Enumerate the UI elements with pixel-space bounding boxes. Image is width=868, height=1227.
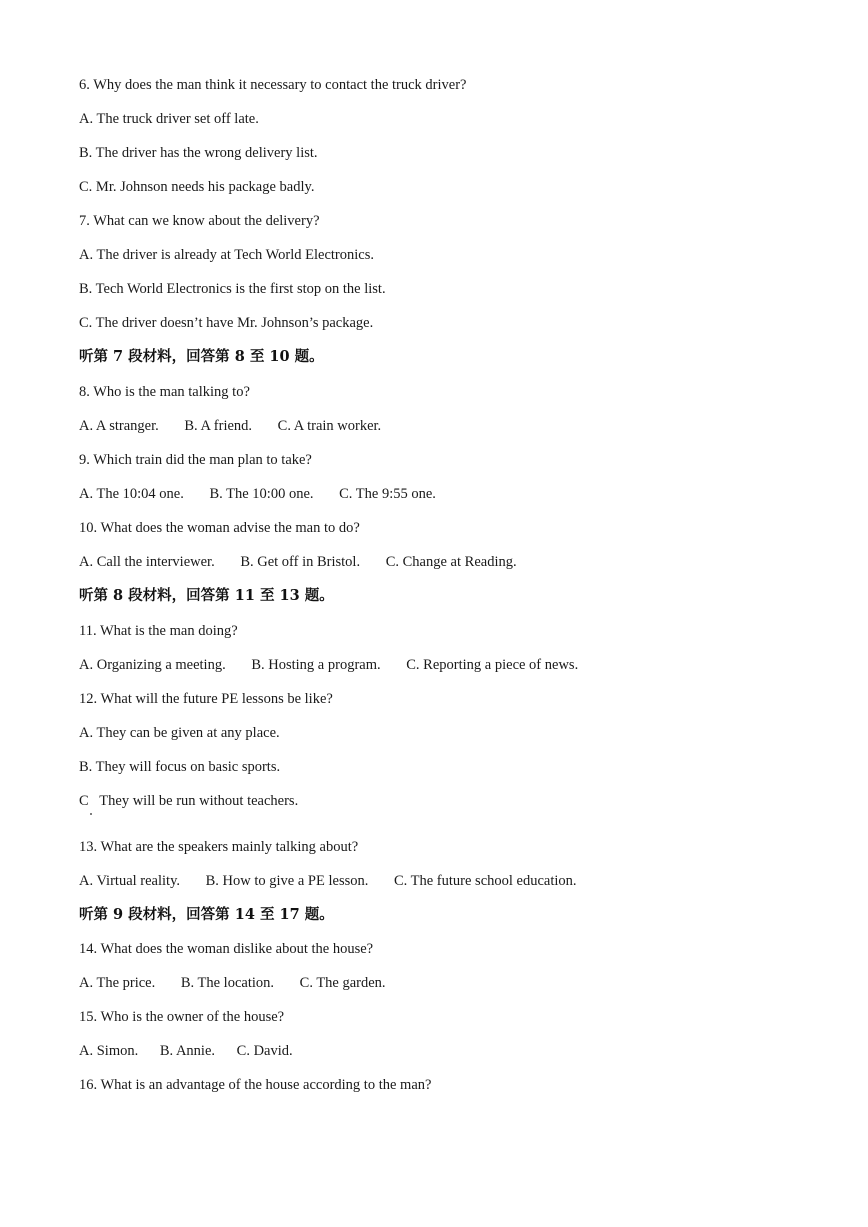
option-12b: B. They will focus on basic sports. — [79, 759, 281, 775]
question-7: 7. What can we know about the delivery? — [79, 213, 320, 229]
option-13c: C. The future school education. — [393, 873, 577, 889]
question-16: 16. What is an advantage of the house according to the man? — [79, 1077, 432, 1093]
option-11b: B. Hosting a program. — [251, 657, 381, 673]
option-13b: B. How to give a PE lesson. — [205, 873, 369, 889]
options-10 — [79, 553, 517, 571]
options-11 — [79, 656, 578, 674]
option-15c: C. David. — [236, 1043, 293, 1059]
option-11a: A. Organizing a meeting. — [79, 657, 226, 673]
question-13: 13. What are the speakers mainly talking about? — [79, 839, 359, 855]
question-15: 15. Who is the owner of the house? — [79, 1009, 285, 1025]
question-8: 8. Who is the man talking to? — [79, 384, 250, 400]
option-12c: C They will be run without teachers. — [79, 793, 299, 809]
stray-dot — [90, 813, 92, 815]
option-10a: A. Call the interviewer. — [79, 554, 215, 570]
section-heading-8: 听第 8 段材料，回答第 11 至 13 题。 — [79, 587, 334, 604]
options-9 — [79, 485, 436, 503]
option-6c: C. Mr. Johnson needs his package badly. — [79, 179, 315, 195]
option-10b: B. Get off in Bristol. — [240, 554, 361, 570]
option-8c: C. A train worker. — [277, 418, 382, 434]
question-11: 11. What is the man doing? — [79, 623, 238, 639]
option-14a: A. The price. — [79, 975, 156, 991]
option-12a: A. They can be given at any place. — [79, 725, 280, 741]
option-8b: B. A friend. — [184, 418, 253, 434]
options-8 — [79, 417, 381, 435]
section-heading-7: 听第 7 段材料，回答第 8 至 10 题。 — [79, 348, 324, 365]
option-15b: B. Annie. — [159, 1043, 216, 1059]
option-6b: B. The driver has the wrong delivery list. — [79, 145, 318, 161]
options-14 — [79, 974, 386, 992]
option-11c: C. Reporting a piece of news. — [406, 657, 579, 673]
option-14b: B. The location. — [180, 975, 275, 991]
option-7a: A. The driver is already at Tech World Electronics. — [79, 247, 374, 263]
options-15 — [79, 1042, 293, 1060]
question-6: 6. Why does the man think it necessary to contact the truck driver? — [79, 77, 467, 93]
question-12: 12. What will the future PE lessons be like? — [79, 691, 333, 707]
option-9b: B. The 10:00 one. — [209, 486, 314, 502]
option-9a: A. The 10:04 one. — [79, 486, 184, 502]
option-6a: A. The truck driver set off late. — [79, 111, 259, 127]
question-10: 10. What does the woman advise the man to do? — [79, 520, 360, 536]
option-8a: A. A stranger. — [79, 418, 159, 434]
option-13a: A. Virtual reality. — [79, 873, 181, 889]
option-9c: C. The 9:55 one. — [339, 486, 436, 502]
option-7c: C. The driver doesn’t have Mr. Johnson’s package. — [79, 315, 374, 331]
option-14c: C. The garden. — [299, 975, 386, 991]
options-13 — [79, 872, 577, 890]
question-14: 14. What does the woman dislike about the house? — [79, 941, 374, 957]
option-10c: C. Change at Reading. — [385, 554, 517, 570]
section-heading-9: 听第 9 段材料，回答第 14 至 17 题。 — [79, 906, 334, 923]
option-15a: A. Simon. — [79, 1043, 139, 1059]
question-9: 9. Which train did the man plan to take? — [79, 452, 312, 468]
option-7b: B. Tech World Electronics is the first stop on the list. — [79, 281, 386, 297]
